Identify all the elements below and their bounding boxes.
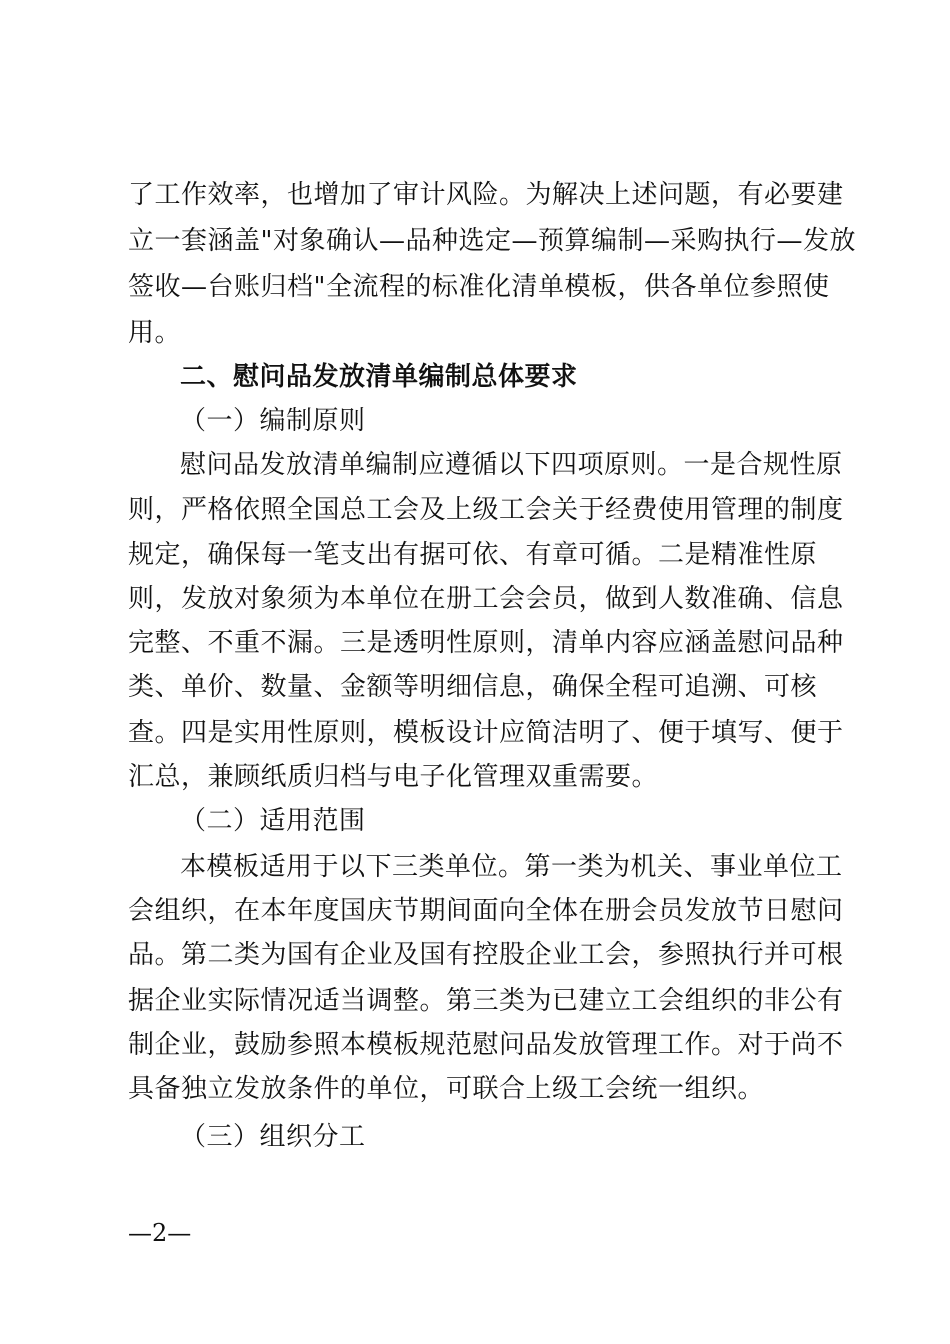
page-number: —2— [128,1219,192,1247]
body-line: 用。 [128,318,182,348]
subsection-heading-2: （二）适用范围 [180,806,366,836]
paragraph-line: 完整、不重不漏。三是透明性原则，清单内容应涵盖慰问品种 [128,628,844,658]
paragraph-line: 慰问品发放清单编制应遵循以下四项原则。一是合规性原 [180,450,843,480]
paragraph-line: 则，严格依照全国总工会及上级工会关于经费使用管理的制度 [128,495,844,525]
paragraph-line: 规定，确保每一笔支出有据可依、有章可循。二是精准性原 [128,540,818,570]
paragraph-line: 查。四是实用性原则，模板设计应简洁明了、便于填写、便于 [128,718,844,748]
paragraph-line: 类、单价、数量、金额等明细信息，确保全程可追溯、可核 [128,672,818,702]
paragraph-line: 据企业实际情况适当调整。第三类为已建立工会组织的非公有 [128,986,844,1016]
subsection-heading-3: （三）组织分工 [180,1122,366,1152]
paragraph-line: 则，发放对象须为本单位在册工会会员，做到人数准确、信息 [128,584,844,614]
paragraph-line: 制企业，鼓励参照本模板规范慰问品发放管理工作。对于尚不 [128,1030,844,1060]
subsection-heading-1: （一）编制原则 [180,406,366,436]
body-line: 签收—台账归档"全流程的标准化清单模板，供各单位参照使 [128,272,830,302]
paragraph-line: 具备独立发放条件的单位，可联合上级工会统一组织。 [128,1074,765,1104]
paragraph-line: 汇总，兼顾纸质归档与电子化管理双重需要。 [128,762,659,792]
section-heading: 二、慰问品发放清单编制总体要求 [180,362,578,392]
paragraph-line: 本模板适用于以下三类单位。第一类为机关、事业单位工 [180,852,843,882]
body-line: 了工作效率，也增加了审计风险。为解决上述问题，有必要建 [128,180,844,210]
paragraph-line: 会组织，在本年度国庆节期间面向全体在册会员发放节日慰问 [128,896,844,926]
paragraph-line: 品。第二类为国有企业及国有控股企业工会，参照执行并可根 [128,940,844,970]
body-line: 立一套涵盖"对象确认—品种选定—预算编制—采购执行—发放 [128,226,856,256]
